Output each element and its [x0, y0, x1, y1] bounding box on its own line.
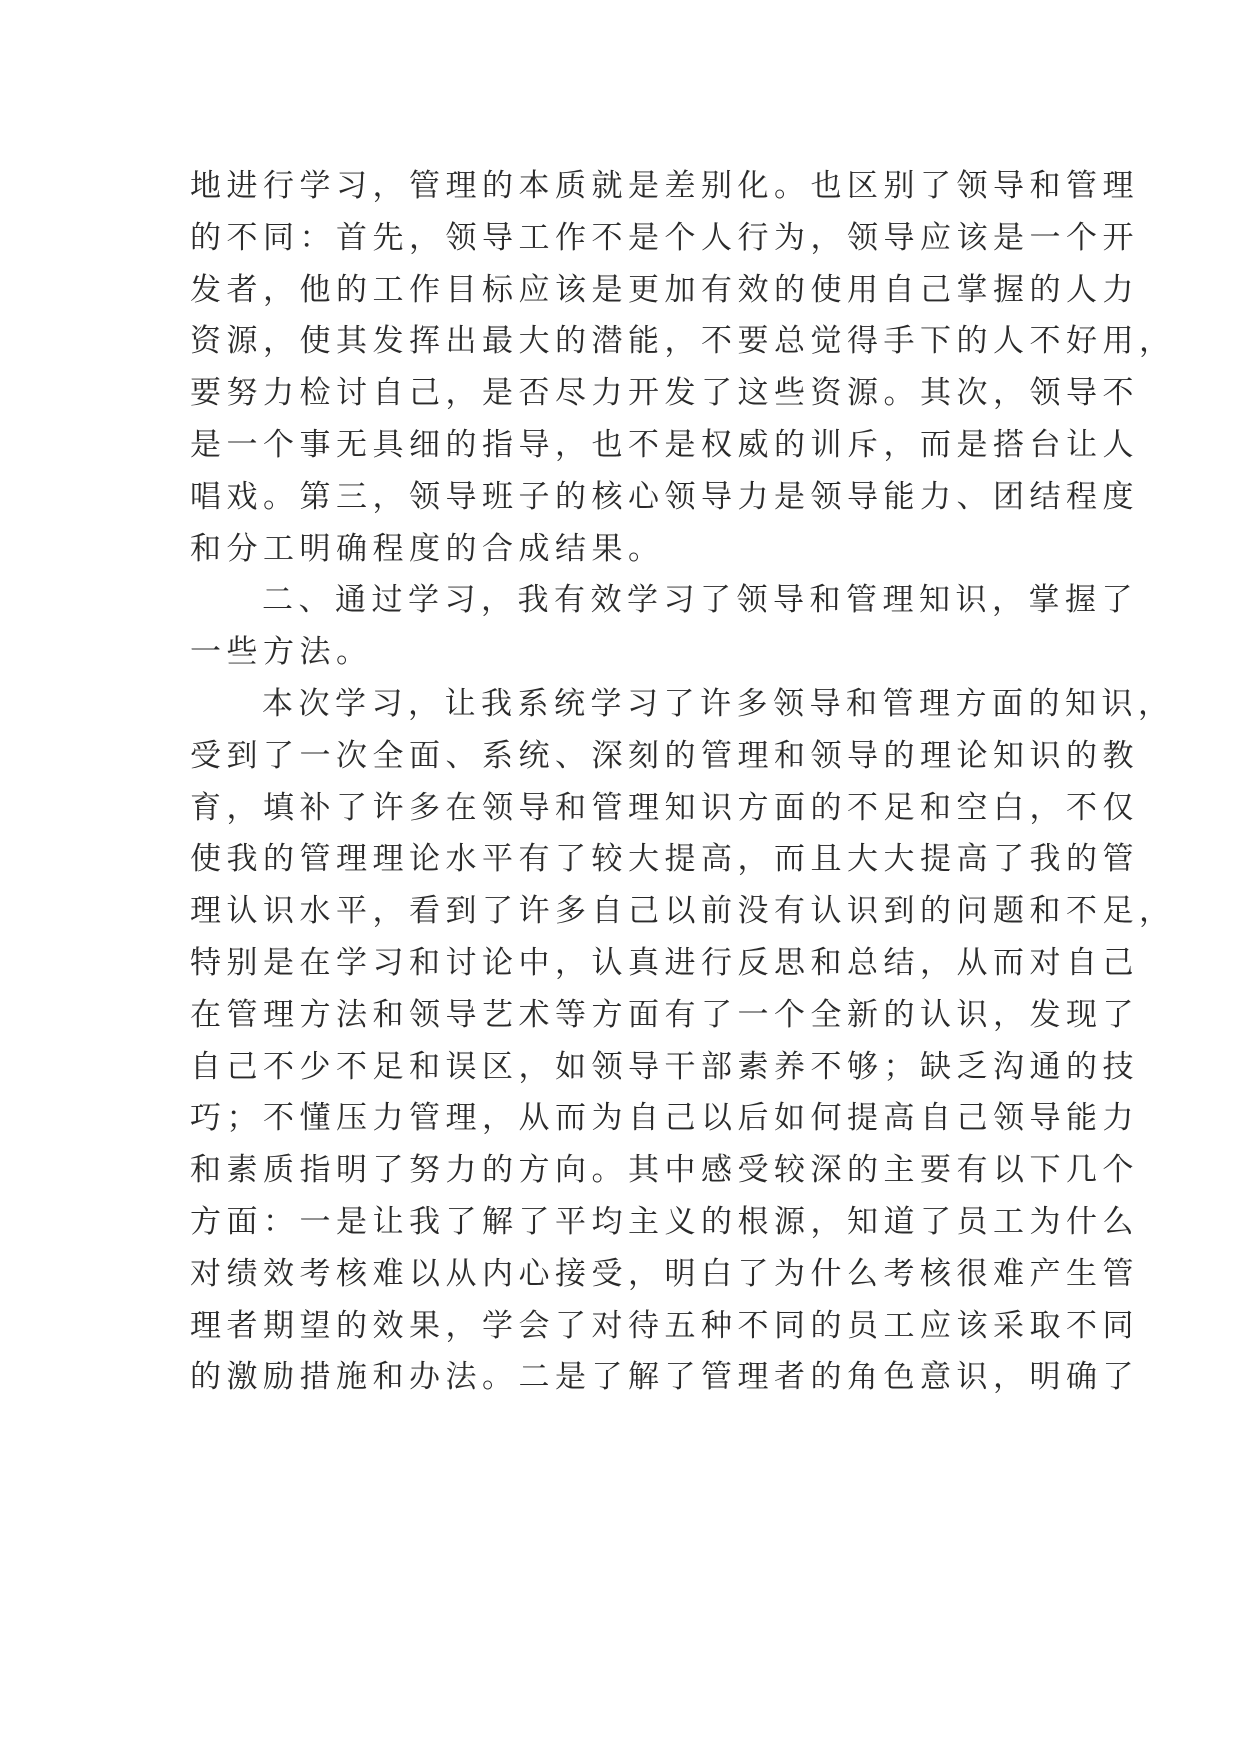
text-line: 发者，他的工作目标应该是更加有效的使用自己掌握的人力 — [190, 271, 1139, 308]
text-line: 和分工明确程度的合成结果。 — [190, 530, 665, 567]
text-line: 一些方法。 — [190, 634, 373, 671]
text-line: 在管理方法和领导艺术等方面有了一个全新的认识，发现了 — [190, 996, 1139, 1033]
document-body-text — [190, 161, 1176, 1404]
text-line: 自己不少不足和误区，如领导干部素养不够；缺乏沟通的技 — [190, 1048, 1139, 1085]
text-line: 的不同：首先，领导工作不是个人行为，领导应该是一个开 — [190, 219, 1139, 256]
text-line: 的激励措施和办法。二是了解了管理者的角色意识，明确了 — [190, 1359, 1139, 1396]
text-line: 特别是在学习和讨论中，认真进行反思和总结，从而对自己 — [190, 944, 1139, 981]
text-line: 要努力检讨自己，是否尽力开发了这些资源。其次，领导不 — [190, 375, 1139, 412]
text-line: 对绩效考核难以从内心接受，明白了为什么考核很难产生管 — [190, 1255, 1139, 1292]
text-line: 地进行学习，管理的本质就是差别化。也区别了领导和管理 — [190, 168, 1139, 204]
text-line: 和素质指明了努力的方向。其中感受较深的主要有以下几个 — [190, 1152, 1139, 1189]
text-line: 唱戏。第三，领导班子的核心领导力是领导能力、团结程度 — [190, 478, 1139, 515]
text-line: 使我的管理理论水平有了较大提高，而且大大提高了我的管 — [190, 841, 1139, 878]
section-heading-line: 二、通过学习，我有效学习了领导和管理知识，掌握了 — [262, 582, 1138, 619]
text-line: 受到了一次全面、系统、深刻的管理和领导的理论知识的教 — [190, 737, 1139, 774]
text-line: 理认识水平，看到了许多自己以前没有认识到的问题和不足， — [190, 893, 1176, 930]
text-line: 资源，使其发挥出最大的潜能，不要总觉得手下的人不好用， — [190, 323, 1176, 360]
text-line: 理者期望的效果，学会了对待五种不同的员工应该采取不同 — [190, 1307, 1139, 1344]
text-line: 育，填补了许多在领导和管理知识方面的不足和空白，不仅 — [190, 789, 1139, 826]
text-line: 巧；不懂压力管理，从而为自己以后如何提高自己领导能力 — [190, 1100, 1139, 1137]
paragraph-start-line: 本次学习，让我系统学习了许多领导和管理方面的知识， — [262, 685, 1175, 722]
text-line: 方面：一是让我了解了平均主义的根源，知道了员工为什么 — [190, 1203, 1139, 1240]
text-line: 是一个事无具细的指导，也不是权威的训斥，而是搭台让人 — [190, 426, 1139, 463]
